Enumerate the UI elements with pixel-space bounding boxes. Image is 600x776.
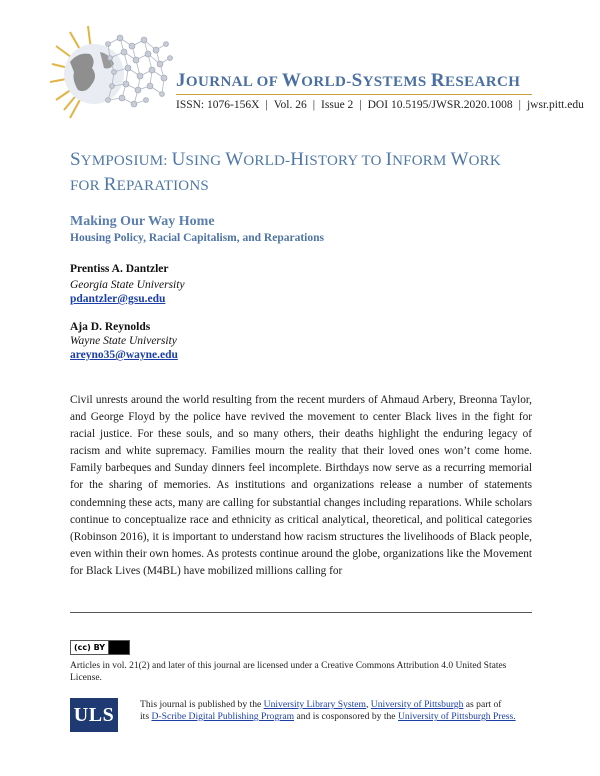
article-subtitle: Housing Policy, Racial Capitalism, and Reparations (70, 232, 324, 244)
publisher-note: This journal is published by the University Library System, University of Pittsburgh as part of its D-Scribe Digital Publishing Program and is cosponsored by the University of Pittsburgh Press. (140, 699, 516, 722)
cc-icon: (cc) BY (71, 641, 109, 654)
license-text: Articles in vol. 21(2) and later of this journal are licensed under a Creative Commons Attribution 4.0 United States License. (70, 661, 507, 683)
author-block (70, 320, 178, 362)
meta-separator: | (265, 99, 268, 111)
university-library-system-link[interactable]: University Library System (263, 699, 366, 710)
journal-title-part: SYSTEMS (351, 70, 431, 91)
issn: ISSN: 1076-156X (176, 99, 260, 111)
author-affiliation: Wayne State University (70, 335, 177, 347)
journal-globe-logo (48, 24, 174, 124)
meta-separator: | (312, 99, 316, 111)
cc-badge-right (109, 641, 129, 654)
d-scribe-program-link[interactable]: D-Scribe Digital Publishing Program (151, 711, 295, 722)
journal-title-rule (176, 94, 532, 95)
author-block (70, 262, 185, 306)
uls-logo: ULS (70, 698, 118, 732)
pitt-press-link[interactable]: University of Pittsburgh Press. (397, 711, 516, 722)
body-paragraph: Civil unrests around the world resulting from the recent murders of Ahmaud Arbery, Breonna Taylor, and George Floyd by the police have revived the movement to center Black lives in the fight for racial justice. For these souls, and so many others, their deaths highlight the enduring legacy of racism and white supremacy. Families mourn the reality that their loved ones won’t come home. Family barbeques and Sunday dinners feel incomplete. Birthdays now serve as a recurring memorial for the sharing of memories. As institutions and organizations release a number of statements condemning these acts, many are calling for substantial changes including reparations. While scholars continue to conceptualize race and ethnicity as critical analytical, theoretical, and political categories (Robinson 2016), it is important to understand how racism structures the livelihoods of Black people, even within their own homes. As protests continue around the globe, organizations like the Movement for Black Lives (M4BL) have mobilized millions calling for (70, 394, 532, 577)
author-name: Prentiss A. Dantzler (70, 263, 169, 275)
journal-title-part: JOURNAL OF (176, 70, 282, 91)
symposium-heading: SYMPOSIUM: USING WORLD-HISTORY TO INFORM WORK FOR REPARATIONS (70, 149, 501, 195)
doi: DOI 10.5195/JWSR.2020.1008 (367, 99, 513, 111)
journal-meta (176, 99, 584, 111)
journal-title-part: RESEARCH (430, 70, 521, 91)
footer-rule (70, 612, 532, 613)
meta-separator: | (359, 99, 362, 111)
author-affiliation: Georgia State University (70, 279, 185, 291)
journal-title (176, 70, 520, 92)
article-title: Making Our Way Home (70, 214, 215, 229)
university-of-pittsburgh-link[interactable]: University of Pittsburgh (370, 699, 464, 710)
author-email[interactable]: pdantzler@gsu.edu (70, 293, 166, 305)
author-email[interactable]: areyno35@wayne.edu (70, 349, 178, 361)
volume: Vol. 26 (273, 99, 307, 111)
journal-title-part: WORLD- (281, 70, 352, 91)
author-name: Aja D. Reynolds (70, 321, 151, 333)
meta-separator: | (518, 99, 521, 111)
journal-site: jwsr.pitt.edu (526, 99, 584, 111)
issue: Issue 2 (321, 99, 354, 111)
cc-license-badge[interactable] (70, 640, 130, 655)
